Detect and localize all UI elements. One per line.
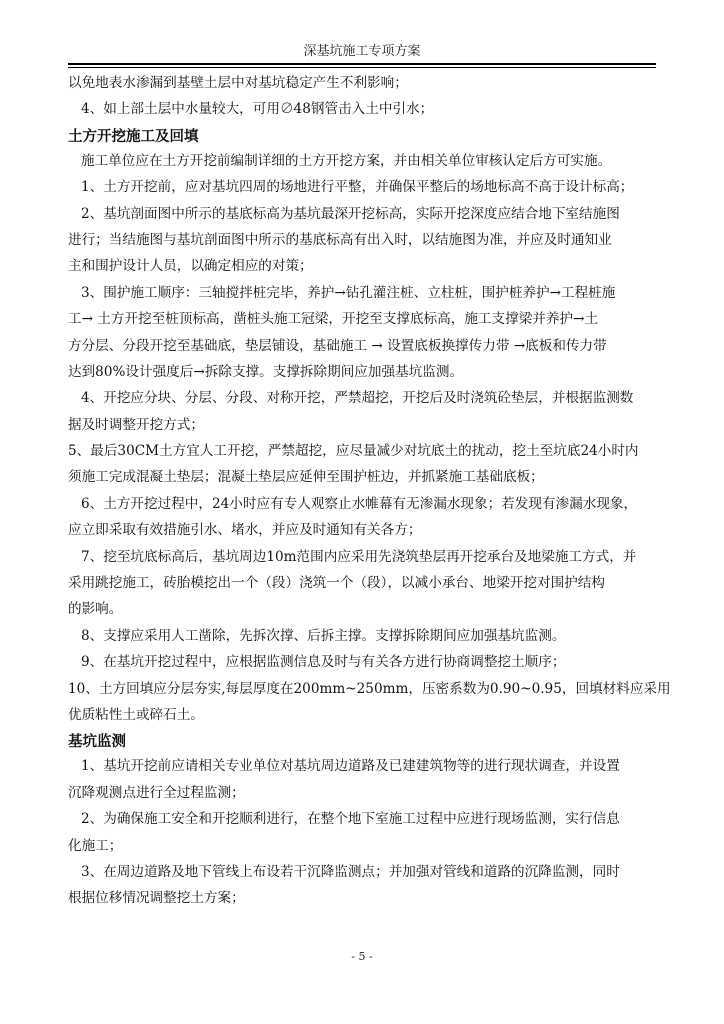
paragraph-line: 根据位移情况调整挖土方案； xyxy=(68,890,245,907)
section-heading-monitoring: 基坑监测 xyxy=(68,734,126,751)
paragraph-line: 10、土方回填应分层夯实,每层厚度在200mm~250mm，压密系数为0.90~0.95，回填材料应采用 xyxy=(68,680,671,697)
paragraph-line: 5、最后30CM土方宜人工开挖，严禁超挖，应尽量减少对坑底土的扰动，挖土至坑底24小时内 xyxy=(68,443,639,460)
paragraph-line: 3、在周边道路及地下管线上布设若干沉降监测点；并加强对管线和道路的沉降监测，同时 xyxy=(81,863,620,880)
paragraph-line: 工→ 土方开挖至桩顶标高，凿桩头施工冠梁，开挖至支撑底标高，施工支撑梁并养护→土 xyxy=(68,311,599,328)
paragraph-line: 8、支撑应采用人工凿除，先拆次撑、后拆主撑。支撑拆除期间应加强基坑监测。 xyxy=(81,627,566,644)
paragraph-line: 4、开挖应分块、分层、分段、对称开挖，严禁超挖，开挖后及时浇筑砼垫层，并根据监测数 xyxy=(81,390,634,407)
paragraph-line: 沉降观测点进行全过程监测； xyxy=(68,784,245,801)
paragraph-line: 以免地表水渗漏到基壁土层中对基坑稳定产生不利影响； xyxy=(68,75,408,91)
page-header-title: 深基坑施工专项方案 xyxy=(303,44,421,59)
paragraph-line: 3、围护施工顺序：三轴搅拌桩完毕，养护→钻孔灌注桩、立柱桩，围护桩养护→工程桩施 xyxy=(81,284,616,301)
header-rule-thin xyxy=(68,67,656,68)
page-number: - 5 - xyxy=(351,950,373,963)
paragraph-line: 2、为确保施工安全和开挖顺利进行，在整个地下室施工过程中应进行现场监测，实行信息 xyxy=(81,811,620,828)
paragraph-line: 9、在基坑开挖过程中，应根据监测信息及时与有关各方进行协商调整挖土顺序； xyxy=(81,654,566,671)
header-rule-thick xyxy=(68,63,656,65)
paragraph-line: 1、基坑开挖前应请相关专业单位对基坑周边道路及已建建筑物等的进行现状调查，并设置 xyxy=(81,758,620,775)
paragraph-line: 的影响。 xyxy=(68,601,123,618)
paragraph-line: 化施工； xyxy=(68,837,123,854)
paragraph-line: 4、如上部土层中水量较大，可用∅48钢管击入土中引水； xyxy=(81,101,434,118)
paragraph-line: 1、土方开挖前，应对基坑四周的场地进行平整，并确保平整后的场地标高不高于设计标高； xyxy=(81,179,634,196)
paragraph-line: 施工单位应在土方开挖前编制详细的土方开挖方案，并由相关单位审核认定后方可实施。 xyxy=(81,152,612,169)
paragraph-line: 进行；当结施图与基坑剖面图中所示的基底标高有出入时，以结施图为准，并应及时通知业 xyxy=(68,231,612,248)
paragraph-line: 6、土方开挖过程中，24小时应有专人观察止水帷幕有无渗漏水现象；若发现有渗漏水现象， xyxy=(81,495,638,512)
paragraph-line: 主和围护设计人员，以确定相应的对策； xyxy=(68,258,313,275)
section-heading-earthwork: 土方开挖施工及回填 xyxy=(68,128,199,145)
document-body xyxy=(68,70,671,912)
paragraph-line: 方分层、分段开挖至基础底，垫层铺设，基础施工 → 设置底板换撑传力带 →底板和传力带 xyxy=(68,337,607,354)
paragraph-line: 据及时调整开挖方式； xyxy=(68,416,204,433)
paragraph-line: 7、挖至坑底标高后，基坑周边10m范围内应采用先浇筑垫层再开挖承台及地梁施工方式，并 xyxy=(81,548,637,565)
paragraph-line: 达到80%设计强度后→拆除支撑。支撑拆除期间应加强基坑监测。 xyxy=(68,363,464,380)
paragraph-line: 须施工完成混凝土垫层；混凝土垫层应延伸至围护桩边，并抓紧施工基础底板； xyxy=(68,469,544,486)
paragraph-line: 2、基坑剖面图中所示的基底标高为基坑最深开挖标高，实际开挖深度应结合地下室结施图 xyxy=(81,205,620,222)
paragraph-line: 采用跳挖施工，砖胎模挖出一个（段）浇筑一个（段），以减小承台、地梁开挖对围护结构 xyxy=(68,575,605,592)
paragraph-line: 应立即采取有效措施引水、堵水，并应及时通知有关各方； xyxy=(68,522,422,539)
paragraph-line: 优质粘性土或碎石土。 xyxy=(68,706,204,723)
